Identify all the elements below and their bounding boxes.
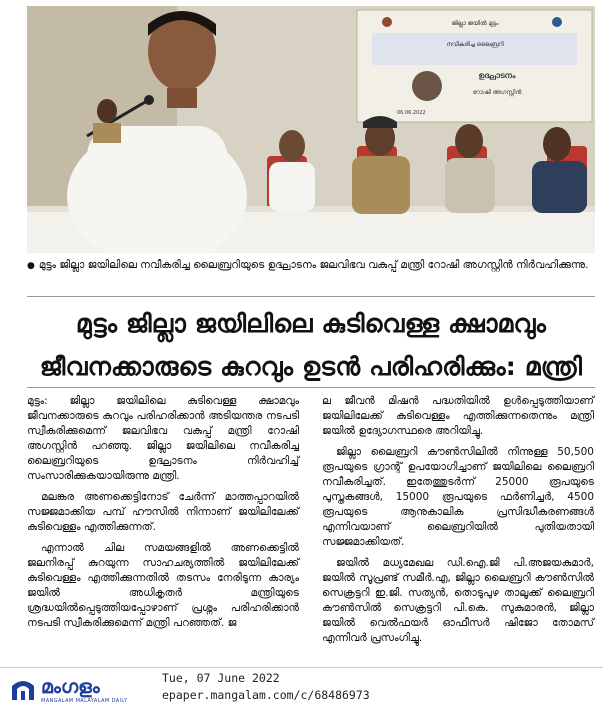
paragraph: ല ജീവൻ മിഷൻ പദ്ധതിയിൽ ഉൾപ്പെടുത്തിയാണ് ജയിലിലേക്ക് കുടിവെള്ളം എത്തിക്കുന്നതെന്നും മന്ത്രി ജയിൽ ഉദ്യോഗസ്ഥരെ അറിയിച്ചു. xyxy=(322,395,594,437)
svg-text:06.06.2022: 06.06.2022 xyxy=(397,110,426,116)
article-column-left xyxy=(27,394,299,637)
article-headline xyxy=(27,302,595,388)
paragraph: ജില്ലാ ലൈബ്രറി കൗൺസിലിൽ നിന്നുള്ള 50,500 രൂപയുടെ ഗ്രാന്റ് ഉപയോഗിച്ചാണ് ജയിലിലെ ലൈബ്രറി നവീകരിച്ചത്. ഇതേത്തുടർന്ന് 25000 രൂപയുടെ പുസ്തകങ്ങൾ, 15000 രൂപയുടെ ഫർണിച്ചർ, 4500 രൂപയുടെ ആനുകാലിക പ്രസിദ്ധീകരണങ്ങൾ എന്നിവയാണ് ലൈബ്രറിയിൽ പുതിയതായി സജ്ജമാക്കിയത്. xyxy=(322,446,594,548)
logo-emblem-icon xyxy=(8,674,38,704)
paragraph: മലങ്കര അണക്കെട്ടിനോട് ചേർന്ന് മാത്തപ്പാറയിൽ സജ്ജമാക്കിയ പമ്പ് ഹൗസിൽ നിന്നാണ് ജയിലിലേക്ക് കുടിവെള്ളം എത്തിക്കുന്നത്. xyxy=(27,491,299,533)
mangalam-logo[interactable] xyxy=(8,674,158,704)
edition-date: Tue, 07 June 2022 xyxy=(162,671,280,685)
article-photo xyxy=(27,6,595,253)
caption-text: മുട്ടം ജില്ലാ ജയിലിലെ നവീകരിച്ച ലൈബ്രറിയുടെ ഉദ്ഘാടനം ജലവിഭവ വകുപ്പ് മന്ത്രി റോഷി അഗസ്റ്റിൻ നിർവഹിക്കുന്നു. xyxy=(38,259,589,271)
svg-text:ജില്ലാ ജയിൽ മുട്ടം: ജില്ലാ ജയിൽ മുട്ടം xyxy=(451,20,499,27)
divider-top xyxy=(27,296,595,297)
logo-text: മംഗളം xyxy=(41,676,100,698)
photo-caption xyxy=(27,258,595,274)
svg-text:ഉദ്ഘാടനം: ഉദ്ഘാടനം xyxy=(478,71,516,80)
epaper-url[interactable]: epaper.mangalam.com/c/68486973 xyxy=(162,688,370,702)
stage-banner xyxy=(357,10,592,122)
svg-text:നവീകരിച്ച ലൈബ്രറി: നവീകരിച്ച ലൈബ്രറി xyxy=(446,41,504,48)
paragraph: എന്നാൽ ചില സമയങ്ങളിൽ അണക്കെട്ടിൽ ജലനിരപ്പ് കുറയുന്ന സാഹചര്യത്തിൽ ജയിലിലേക്ക് കുടിവെള്ളം എത്തിക്കുന്നതിൽ തടസം നേരിടുന്ന കാര്യം ജയിൽ അധികൃതർ മന്ത്രിയുടെ ശ്രദ്ധയിൽപ്പെടുത്തിയപ്പോഴാണ് പ്രശ്നം പരിഹരിക്കാൻ നടപടി സ്വീകരിക്കുമെന്ന് മന്ത്രി പറഞ്ഞത്. ജ xyxy=(27,542,299,629)
paragraph: മുട്ടം: ജില്ലാ ജയിലിലെ കുടിവെള്ള ക്ഷാമവും ജീവനക്കാരുടെ കുറവും പരിഹരിക്കാൻ അടിയന്തര നടപടി സ്വീകരിക്കുമെന്ന് ജലവിഭവ വകുപ്പ് മന്ത്രി റോഷി അഗസ്റ്റിൻ പറഞ്ഞു. ജില്ലാ ജയിലിലെ നവീകരിച്ച ലൈബ്രറിയുടെ ഉദ്ഘാടനം നിർവഹിച്ച് സംസാരിക്കുകയായിരുന്നു മന്ത്രി. xyxy=(27,395,299,482)
headline-line-2: ജീവനക്കാരുടെ കുറവും ഉടൻ പരിഹരിക്കും: മന്ത്രി xyxy=(39,352,583,381)
headline-line-1: മുട്ടം ജില്ലാ ജയിലിലെ കുടിവെള്ള ക്ഷാമവും xyxy=(75,309,547,338)
article-column-right xyxy=(322,394,594,652)
paragraph: ജയിൽ മധ്യമേഖല ഡി.ഐ.ജി പി.അജയകുമാർ, ജയിൽ സൂപ്രണ്ട് സമീർ.എ, ജില്ലാ ലൈബ്രറി കൗൺസിൽ സെക്രട്ടറി ഇ.ജി. സത്യൻ, തൊടുപുഴ താലൂക്ക് ലൈബ്രറി കൗൺസിൽ സെക്രട്ടറി പി.കെ. സുകുമാരൻ, ജില്ലാ ജയിൽ വെൽഫയർ ഓഫീസർ ഷിജോ തോമസ് എന്നിവർ പ്രസംഗിച്ചു. xyxy=(322,557,594,644)
caption-bullet: ● xyxy=(27,261,35,271)
footer-divider xyxy=(0,667,603,668)
event-scene-illustration xyxy=(27,6,595,253)
divider-headline xyxy=(27,387,595,388)
svg-text:റോഷി അഗസ്റ്റിൻ: റോഷി അഗസ്റ്റിൻ xyxy=(472,89,522,96)
logo-subtitle: MANGALAM MALAYALAM DAILY xyxy=(41,698,128,704)
